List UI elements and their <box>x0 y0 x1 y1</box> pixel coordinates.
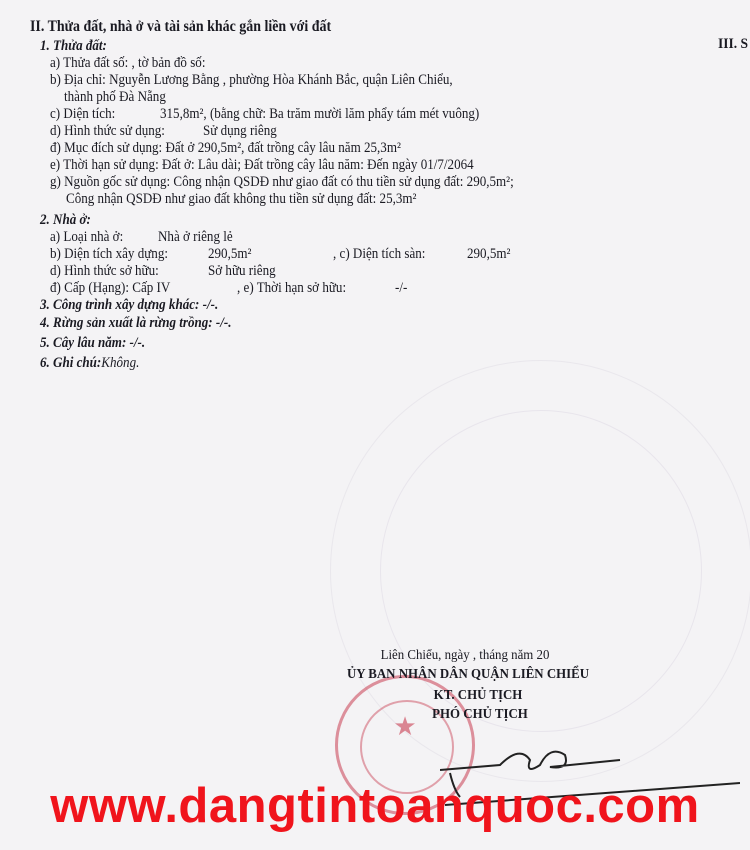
house-type-value: Nhà ở riêng lẻ <box>158 229 233 245</box>
signer-title-2: PHÓ CHỦ TỊCH <box>432 707 528 722</box>
house-build-area-value: 290,5m² <box>208 246 252 262</box>
house-ownership-label: d) Hình thức sở hữu: <box>50 263 159 279</box>
issuing-authority: ỦY BAN NHÂN DÂN QUẬN LIÊN CHIỂU <box>346 667 590 682</box>
land-address: b) Địa chỉ: Nguyễn Lương Bằng , phường Hòa Khánh Bắc, quận Liên Chiểu, <box>50 72 453 88</box>
perennial-trees: 5. Cây lâu năm: -/-. <box>40 335 146 351</box>
watermark-url: www.dangtintoanquoc.com <box>50 779 700 833</box>
house-ownership-term-label: , e) Thời hạn sở hữu: <box>237 280 347 296</box>
house-ownership-term-value: -/- <box>395 280 408 296</box>
house-floor-area-value: 290,5m² <box>467 246 511 262</box>
notes <box>40 355 139 372</box>
production-forest: 4. Rừng sản xuất là rừng trồng: -/-. <box>40 315 232 331</box>
other-construction: 3. Công trình xây dựng khác: -/-. <box>40 297 219 313</box>
land-parcel-number: a) Thửa đất số: , tờ bản đồ số: <box>50 55 206 71</box>
land-use-form-label: d) Hình thức sử dụng: <box>50 123 165 139</box>
section-title: II. Thửa đất, nhà ở và tài sản khác gắn liền với đất <box>30 18 332 35</box>
land-origin: g) Nguồn gốc sử dụng: Công nhận QSDĐ như giao đất có thu tiền sử dụng đất: 290,5m²; <box>50 174 514 190</box>
land-use-form-value: Sử dụng riêng <box>203 123 277 139</box>
land-use-purpose: đ) Mục đích sử dụng: Đất ở 290,5m², đất trồng cây lâu năm 25,3m² <box>50 140 401 156</box>
house-grade: đ) Cấp (Hạng): Cấp IV <box>50 280 171 296</box>
notes-value: Không. <box>101 355 140 371</box>
house-heading: 2. Nhà ở: <box>40 212 91 228</box>
land-use-term: e) Thời hạn sử dụng: Đất ở: Lâu dài; Đất trồng cây lâu năm: Đến ngày 01/7/2064 <box>50 157 474 173</box>
house-ownership-value: Sở hữu riêng <box>208 263 276 279</box>
land-heading: 1. Thửa đất: <box>40 38 107 54</box>
house-type-label: a) Loại nhà ở: <box>50 229 124 245</box>
house-build-area-label: b) Diện tích xây dựng: <box>50 246 168 262</box>
signer-title-1: KT. CHỦ TỊCH <box>433 688 523 703</box>
land-origin-cont: Công nhận QSDĐ như giao đất không thu tiền sử dụng đất: 25,3m² <box>66 191 417 207</box>
section-next-title: III. S <box>718 36 749 52</box>
notes-label: 6. Ghi chú: <box>40 355 102 371</box>
land-area-label: c) Diện tích: <box>50 106 116 122</box>
star-emblem-icon: ★ <box>393 712 417 742</box>
land-area-value: 315,8m², (bằng chữ: Ba trăm mười lăm phẩy tám mét vuông) <box>160 106 480 122</box>
house-floor-area-label: , c) Diện tích sàn: <box>333 246 426 262</box>
signing-date: Liên Chiểu, ngày , tháng năm 20 <box>380 648 550 663</box>
land-address-city: thành phố Đà Nẵng <box>64 89 166 105</box>
